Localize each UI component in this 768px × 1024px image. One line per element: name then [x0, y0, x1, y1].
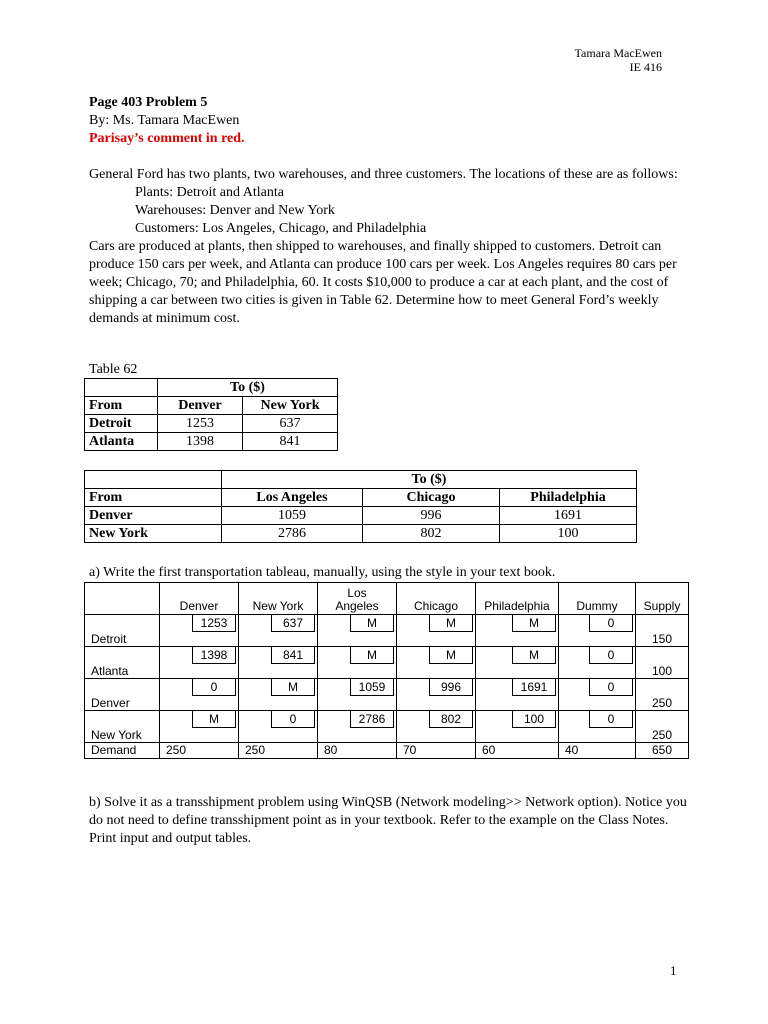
table-row	[85, 525, 637, 543]
column-header: Denver	[158, 397, 243, 415]
shipping-table-warehouses	[84, 470, 637, 543]
problem-title: Page 403 Problem 5	[89, 95, 208, 110]
demand-cell: 70	[397, 743, 476, 759]
cost-box: 0	[192, 679, 236, 696]
cost-box: 0	[589, 679, 633, 696]
row-label: Atlanta	[85, 433, 158, 451]
tableau-row-label: Denver	[85, 679, 160, 711]
cost-box: 996	[429, 679, 473, 696]
tableau-row-label: New York	[85, 711, 160, 743]
cost-box: 0	[589, 647, 633, 664]
customers-line: Customers: Los Angeles, Chicago, and Philadelphia	[135, 221, 427, 236]
warehouses-line: Warehouses: Denver and New York	[135, 203, 335, 218]
cost-box: 100	[512, 711, 556, 728]
demand-cell: 250	[160, 743, 239, 759]
row-label: Denver	[85, 507, 222, 525]
cost-box: M	[350, 615, 394, 632]
tableau-cell	[476, 711, 559, 743]
header-course: IE 416	[629, 60, 662, 74]
column-header: Chicago	[363, 489, 500, 507]
table-corner	[85, 379, 158, 397]
tableau-cell	[318, 679, 397, 711]
tableau-cell	[160, 615, 239, 647]
tableau-cell	[559, 615, 636, 647]
tableau-cell	[476, 647, 559, 679]
table-cell: 100	[500, 525, 637, 543]
cost-box: M	[192, 711, 236, 728]
cost-box: M	[271, 679, 315, 696]
cost-box: M	[429, 615, 473, 632]
row-label: New York	[85, 525, 222, 543]
table-cell: 2786	[222, 525, 363, 543]
table-cell: 1691	[500, 507, 637, 525]
tableau-cell	[476, 615, 559, 647]
column-header: New York	[243, 397, 338, 415]
question-a: a) Write the first transportation tableau, manually, using the style in your text book.	[89, 565, 556, 580]
cost-box: 841	[271, 647, 315, 664]
to-header: To ($)	[222, 471, 637, 489]
table-cell: 996	[363, 507, 500, 525]
tableau-corner	[85, 583, 160, 615]
from-header: From	[85, 397, 158, 415]
cost-box: 0	[589, 711, 633, 728]
byline: By: Ms. Tamara MacEwen	[89, 113, 240, 128]
demand-cell: 60	[476, 743, 559, 759]
cost-box: M	[350, 647, 394, 664]
page-number: 1	[670, 963, 677, 978]
tableau-cell	[160, 711, 239, 743]
tableau-cell	[559, 679, 636, 711]
table-cell: 841	[243, 433, 338, 451]
title-block	[89, 94, 689, 148]
tableau-row	[85, 711, 689, 743]
tableau-cell	[559, 711, 636, 743]
tableau-row-label: Detroit	[85, 615, 160, 647]
tableau-cell	[397, 679, 476, 711]
question-b: b) Solve it as a transshipment problem using WinQSB (Network modeling>> Network option). Notice you do not need to define transshipment point as in your textbook. Refer to the example on the Class Notes. Print input and output tables.	[89, 795, 687, 846]
tableau-column-header: Los Angeles	[318, 583, 397, 615]
tableau-column-header: Supply	[636, 583, 689, 615]
page-header	[575, 46, 662, 74]
table-cell: 1253	[158, 415, 243, 433]
tableau-cell	[318, 647, 397, 679]
column-header: Los Angeles	[222, 489, 363, 507]
to-header: To ($)	[158, 379, 338, 397]
tableau-column-header: Dummy	[559, 583, 636, 615]
cost-box: 2786	[350, 711, 394, 728]
tableau-header-row	[85, 583, 689, 615]
cost-box: M	[429, 647, 473, 664]
tableau-cell	[239, 615, 318, 647]
transportation-tableau	[84, 582, 689, 759]
tableau-cell	[318, 711, 397, 743]
problem-statement	[89, 166, 689, 328]
tableau-cell	[397, 615, 476, 647]
tableau-row	[85, 679, 689, 711]
intro-paragraph: General Ford has two plants, two warehouses, and three customers. The locations of these are as follows:	[89, 167, 678, 182]
tableau-row	[85, 647, 689, 679]
tableau-column-header: New York	[239, 583, 318, 615]
table-corner	[85, 471, 222, 489]
shipping-table-plants	[84, 378, 338, 451]
table-cell: 1059	[222, 507, 363, 525]
tableau-column-header: Philadelphia	[476, 583, 559, 615]
plants-line: Plants: Detroit and Atlanta	[135, 185, 284, 200]
body-paragraph: Cars are produced at plants, then shipped to warehouses, and finally shipped to customers. Detroit can produce 150 cars per week, and Atlanta can produce 100 cars per week. Los Angeles requires 80 cars per week; Chicago, 70; and Philadelphia, 60. It costs $10,000 to produce a car at each plant, and the cost of shipping a car between two cities is given in Table 62. Determine how to meet General Ford’s weekly demands at minimum cost.	[89, 239, 677, 326]
table-row	[85, 433, 338, 451]
header-author: Tamara MacEwen	[574, 46, 662, 60]
tableau-column-header: Denver	[160, 583, 239, 615]
demand-cell: 250	[239, 743, 318, 759]
cost-box: 1691	[512, 679, 556, 696]
tableau-cell	[318, 615, 397, 647]
cost-box: 802	[429, 711, 473, 728]
table-cell: 1398	[158, 433, 243, 451]
demand-label: Demand	[85, 743, 160, 759]
tableau-row	[85, 615, 689, 647]
cost-box: 1253	[192, 615, 236, 632]
cost-box: 637	[271, 615, 315, 632]
column-header: Philadelphia	[500, 489, 637, 507]
cost-box: M	[512, 647, 556, 664]
demand-cell: 80	[318, 743, 397, 759]
demand-cell: 40	[559, 743, 636, 759]
demand-total: 650	[636, 743, 689, 759]
demand-row	[85, 743, 689, 759]
row-label: Detroit	[85, 415, 158, 433]
supply-cell: 250	[636, 711, 689, 743]
tableau-column-header: Chicago	[397, 583, 476, 615]
from-header: From	[85, 489, 222, 507]
tableau-cell	[559, 647, 636, 679]
tableau-cell	[160, 647, 239, 679]
table-cell: 802	[363, 525, 500, 543]
table-row	[85, 415, 338, 433]
tableau-row-label: Atlanta	[85, 647, 160, 679]
table-caption: Table 62	[89, 362, 138, 377]
tableau-cell	[239, 647, 318, 679]
tableau-cell	[397, 647, 476, 679]
cost-box: 0	[271, 711, 315, 728]
table-row	[85, 507, 637, 525]
table-cell: 637	[243, 415, 338, 433]
tableau-cell	[239, 679, 318, 711]
supply-cell: 250	[636, 679, 689, 711]
tableau-cell	[160, 679, 239, 711]
cost-box: M	[512, 615, 556, 632]
cost-box: 0	[589, 615, 633, 632]
tableau-cell	[397, 711, 476, 743]
cost-box: 1059	[350, 679, 394, 696]
reviewer-comment: Parisay’s comment in red.	[89, 131, 245, 146]
tableau-cell	[476, 679, 559, 711]
tableau-cell	[239, 711, 318, 743]
cost-box: 1398	[192, 647, 236, 664]
supply-cell: 150	[636, 615, 689, 647]
supply-cell: 100	[636, 647, 689, 679]
